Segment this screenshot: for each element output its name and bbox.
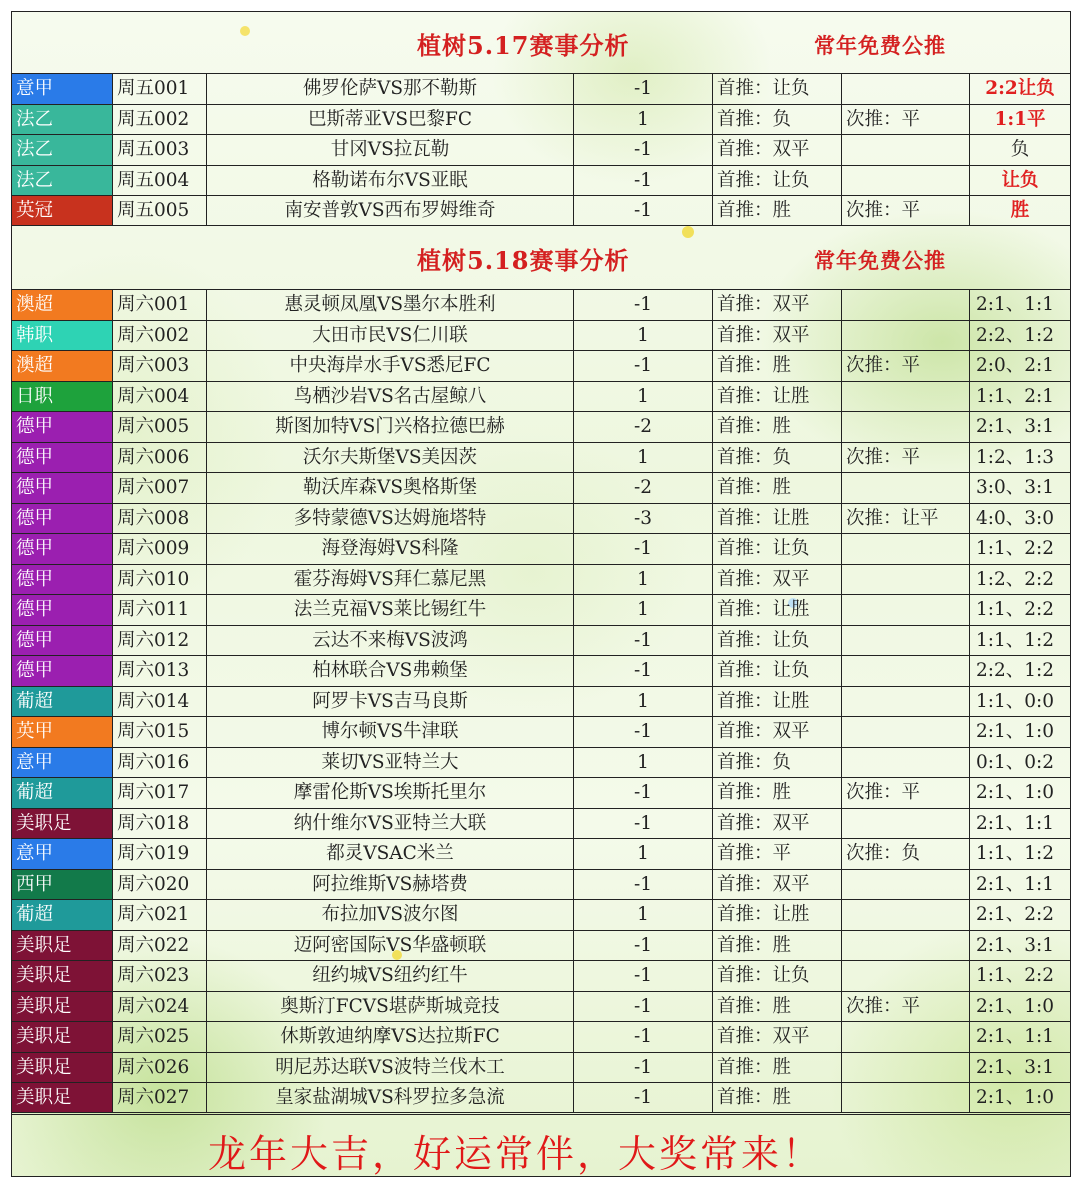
second-pick-cell bbox=[842, 656, 970, 686]
section1-subtitle: 常年免费公推 bbox=[814, 33, 946, 58]
score-cell: 2:1、3:1 bbox=[976, 1056, 1055, 1078]
match-id-cell: 周六017 bbox=[113, 778, 207, 808]
table-row bbox=[12, 930, 1070, 961]
handicap-cell: -1 bbox=[574, 961, 713, 991]
table-row bbox=[12, 320, 1070, 351]
league-cell: 葡超 bbox=[12, 687, 113, 717]
score-cell: 1:1、1:2 bbox=[976, 843, 1055, 864]
first-pick-cell: 首推：胜 bbox=[713, 992, 842, 1022]
handicap-cell: 1 bbox=[574, 748, 713, 778]
first-pick-cell: 首推：让负 bbox=[713, 626, 842, 656]
match-cell: 柏林联合VS弗赖堡 bbox=[207, 656, 574, 686]
handicap-cell: 1 bbox=[574, 687, 713, 717]
handicap-cell: -1 bbox=[574, 1083, 713, 1112]
match-id-cell: 周六022 bbox=[113, 931, 207, 961]
handicap-cell: -1 bbox=[574, 870, 713, 900]
league-cell: 英冠 bbox=[12, 196, 113, 225]
first-pick-cell: 首推：让胜 bbox=[713, 595, 842, 625]
table-row bbox=[12, 899, 1070, 930]
handicap-cell: 1 bbox=[574, 321, 713, 351]
handicap-cell: -1 bbox=[574, 1022, 713, 1052]
second-pick-cell: 次推：平 bbox=[842, 443, 970, 473]
first-pick-cell: 首推：胜 bbox=[713, 1053, 842, 1083]
league-cell: 英甲 bbox=[12, 717, 113, 747]
score-cell: 2:2让负 bbox=[985, 78, 1055, 99]
first-pick-cell: 首推：双平 bbox=[713, 1022, 842, 1052]
second-pick-cell bbox=[842, 534, 970, 564]
score-cell: 2:1、1:1 bbox=[976, 873, 1055, 895]
first-pick-cell: 首推：胜 bbox=[713, 196, 842, 225]
second-pick-cell bbox=[842, 809, 970, 839]
handicap-cell: 1 bbox=[574, 443, 713, 473]
score-cell: 2:1、3:1 bbox=[976, 416, 1055, 437]
section2-subtitle: 常年免费公推 bbox=[814, 248, 946, 273]
match-cell: 布拉加VS波尔图 bbox=[207, 900, 574, 930]
table-row bbox=[12, 73, 1070, 104]
second-pick-cell: 次推：平 bbox=[842, 196, 970, 225]
handicap-cell: -1 bbox=[574, 656, 713, 686]
match-id-cell: 周六023 bbox=[113, 961, 207, 991]
match-cell: 纽约城VS纽约红牛 bbox=[207, 961, 574, 991]
match-cell: 斯图加特VS门兴格拉德巴赫 bbox=[207, 412, 574, 442]
second-pick-cell bbox=[842, 74, 970, 104]
first-pick-cell: 首推：胜 bbox=[713, 931, 842, 961]
first-pick-cell: 首推：胜 bbox=[713, 412, 842, 442]
league-cell: 意甲 bbox=[12, 839, 113, 869]
first-pick-cell: 首推：让负 bbox=[713, 656, 842, 686]
second-pick-cell bbox=[842, 473, 970, 503]
handicap-cell: -1 bbox=[574, 74, 713, 104]
score-cell: 2:2、1:2 bbox=[976, 660, 1055, 681]
second-pick-cell bbox=[842, 1053, 970, 1083]
table-row bbox=[12, 1052, 1070, 1083]
first-pick-cell: 首推：负 bbox=[713, 443, 842, 473]
handicap-cell: 1 bbox=[574, 565, 713, 595]
match-cell: 摩雷伦斯VS埃斯托里尔 bbox=[207, 778, 574, 808]
table-row bbox=[12, 838, 1070, 869]
match-cell: 南安普敦VS西布罗姆维奇 bbox=[207, 196, 574, 225]
match-cell: 阿罗卡VS吉马良斯 bbox=[207, 687, 574, 717]
first-pick-cell: 首推：让负 bbox=[713, 961, 842, 991]
second-pick-cell bbox=[842, 717, 970, 747]
first-pick-cell: 首推：负 bbox=[713, 105, 842, 135]
first-pick-cell: 首推：双平 bbox=[713, 565, 842, 595]
match-cell: 休斯敦迪纳摩VS达拉斯FC bbox=[207, 1022, 574, 1052]
league-cell: 美职足 bbox=[12, 1053, 113, 1083]
handicap-cell: 1 bbox=[574, 382, 713, 412]
second-pick-cell: 次推：平 bbox=[842, 778, 970, 808]
handicap-cell: -2 bbox=[574, 473, 713, 503]
table-row bbox=[12, 472, 1070, 503]
league-cell: 美职足 bbox=[12, 961, 113, 991]
second-pick-cell bbox=[842, 565, 970, 595]
league-cell: 德甲 bbox=[12, 595, 113, 625]
table-row bbox=[12, 381, 1070, 412]
score-cell: 1:2、1:3 bbox=[976, 446, 1055, 468]
score-cell: 0:1、0:2 bbox=[976, 751, 1055, 773]
match-id-cell: 周六012 bbox=[113, 626, 207, 656]
second-pick-cell bbox=[842, 870, 970, 900]
second-pick-cell bbox=[842, 1083, 970, 1112]
match-id-cell: 周五003 bbox=[113, 135, 207, 165]
handicap-cell: -1 bbox=[574, 931, 713, 961]
second-pick-cell bbox=[842, 290, 970, 320]
score-cell: 1:1平 bbox=[994, 108, 1046, 130]
match-id-cell: 周六006 bbox=[113, 443, 207, 473]
league-cell: 美职足 bbox=[12, 992, 113, 1022]
match-id-cell: 周六013 bbox=[113, 656, 207, 686]
match-id-cell: 周六021 bbox=[113, 900, 207, 930]
second-pick-cell: 次推：负 bbox=[842, 839, 970, 869]
table-row bbox=[12, 625, 1070, 656]
table-row bbox=[12, 564, 1070, 595]
score-cell: 2:1、1:0 bbox=[976, 782, 1055, 803]
score-cell: 1:2、2:2 bbox=[976, 568, 1055, 590]
second-pick-cell bbox=[842, 931, 970, 961]
first-pick-cell: 首推：让胜 bbox=[713, 687, 842, 717]
score-cell: 胜 bbox=[1010, 200, 1030, 221]
first-pick-cell: 首推：让负 bbox=[713, 166, 842, 196]
handicap-cell: 1 bbox=[574, 900, 713, 930]
table-row bbox=[12, 960, 1070, 991]
match-cell: 法兰克福VS莱比锡红牛 bbox=[207, 595, 574, 625]
match-id-cell: 周六009 bbox=[113, 534, 207, 564]
footer-banner bbox=[12, 1114, 1070, 1177]
first-pick-cell: 首推：胜 bbox=[713, 778, 842, 808]
second-pick-cell bbox=[842, 135, 970, 165]
score-cell: 4:0、3:0 bbox=[976, 507, 1055, 529]
match-cell: 甘冈VS拉瓦勒 bbox=[207, 135, 574, 165]
handicap-cell: -1 bbox=[574, 196, 713, 225]
first-pick-cell: 首推：双平 bbox=[713, 809, 842, 839]
first-pick-cell: 首推：让负 bbox=[713, 534, 842, 564]
score-cell: 2:1、1:1 bbox=[976, 812, 1055, 834]
match-cell: 皇家盐湖城VS科罗拉多急流 bbox=[207, 1083, 574, 1112]
match-id-cell: 周六019 bbox=[113, 839, 207, 869]
match-id-cell: 周六027 bbox=[113, 1083, 207, 1112]
handicap-cell: -1 bbox=[574, 778, 713, 808]
table-row bbox=[12, 165, 1070, 196]
match-cell: 都灵VSAC米兰 bbox=[207, 839, 574, 869]
league-cell: 韩职 bbox=[12, 321, 113, 351]
league-cell: 美职足 bbox=[12, 931, 113, 961]
score-cell: 负 bbox=[1010, 139, 1030, 160]
match-cell: 巴斯蒂亚VS巴黎FC bbox=[207, 105, 574, 135]
score-cell: 2:1、1:1 bbox=[976, 1026, 1055, 1047]
table-row bbox=[12, 503, 1070, 534]
handicap-cell: -1 bbox=[574, 135, 713, 165]
section1-title: 植树5.17赛事分析 bbox=[417, 31, 630, 60]
match-id-cell: 周五002 bbox=[113, 105, 207, 135]
match-id-cell: 周六003 bbox=[113, 351, 207, 381]
handicap-cell: -1 bbox=[574, 992, 713, 1022]
match-id-cell: 周六015 bbox=[113, 717, 207, 747]
league-cell: 德甲 bbox=[12, 565, 113, 595]
score-cell: 1:1、1:2 bbox=[976, 629, 1055, 651]
table-row bbox=[12, 104, 1070, 135]
second-pick-cell bbox=[842, 748, 970, 778]
match-id-cell: 周五005 bbox=[113, 196, 207, 225]
handicap-cell: -1 bbox=[574, 290, 713, 320]
match-id-cell: 周六020 bbox=[113, 870, 207, 900]
first-pick-cell: 首推：让胜 bbox=[713, 900, 842, 930]
first-pick-cell: 首推：让胜 bbox=[713, 382, 842, 412]
match-id-cell: 周六025 bbox=[113, 1022, 207, 1052]
second-pick-cell bbox=[842, 382, 970, 412]
match-cell: 博尔顿VS牛津联 bbox=[207, 717, 574, 747]
first-pick-cell: 首推：胜 bbox=[713, 473, 842, 503]
score-cell: 1:1、2:1 bbox=[976, 385, 1055, 407]
table-row bbox=[12, 808, 1070, 839]
league-cell: 德甲 bbox=[12, 626, 113, 656]
second-pick-cell bbox=[842, 626, 970, 656]
section2-title: 植树5.18赛事分析 bbox=[417, 246, 630, 275]
score-cell: 2:1、1:0 bbox=[976, 721, 1055, 742]
table-row bbox=[12, 686, 1070, 717]
score-cell: 2:1、1:0 bbox=[976, 995, 1055, 1017]
league-cell: 美职足 bbox=[12, 809, 113, 839]
score-cell: 2:1、3:1 bbox=[976, 934, 1055, 956]
first-pick-cell: 首推：双平 bbox=[713, 870, 842, 900]
match-cell: 海登海姆VS科隆 bbox=[207, 534, 574, 564]
section1-table bbox=[12, 73, 1070, 226]
handicap-cell: -1 bbox=[574, 534, 713, 564]
second-pick-cell: 次推：平 bbox=[842, 351, 970, 381]
table-row bbox=[12, 655, 1070, 686]
table-row bbox=[12, 134, 1070, 165]
match-id-cell: 周五004 bbox=[113, 166, 207, 196]
first-pick-cell: 首推：负 bbox=[713, 748, 842, 778]
score-cell: 2:1、2:2 bbox=[976, 904, 1055, 925]
league-cell: 澳超 bbox=[12, 290, 113, 320]
first-pick-cell: 首推：双平 bbox=[713, 717, 842, 747]
second-pick-cell bbox=[842, 1022, 970, 1052]
second-pick-cell: 次推：平 bbox=[842, 105, 970, 135]
handicap-cell: 1 bbox=[574, 839, 713, 869]
first-pick-cell: 首推：让胜 bbox=[713, 504, 842, 534]
second-pick-cell bbox=[842, 595, 970, 625]
score-cell: 2:0、2:1 bbox=[976, 355, 1055, 376]
league-cell: 澳超 bbox=[12, 351, 113, 381]
league-cell: 法乙 bbox=[12, 135, 113, 165]
match-id-cell: 周六004 bbox=[113, 382, 207, 412]
second-pick-cell bbox=[842, 412, 970, 442]
first-pick-cell: 首推：让负 bbox=[713, 74, 842, 104]
match-cell: 迈阿密国际VS华盛顿联 bbox=[207, 931, 574, 961]
table-row bbox=[12, 991, 1070, 1022]
table-row bbox=[12, 411, 1070, 442]
first-pick-cell: 首推：双平 bbox=[713, 321, 842, 351]
league-cell: 美职足 bbox=[12, 1022, 113, 1052]
match-id-cell: 周六001 bbox=[113, 290, 207, 320]
table-row bbox=[12, 195, 1070, 226]
league-cell: 美职足 bbox=[12, 1083, 113, 1112]
table-row bbox=[12, 442, 1070, 473]
section2-table bbox=[12, 289, 1070, 1113]
score-cell: 1:1、2:2 bbox=[976, 599, 1055, 620]
first-pick-cell: 首推：双平 bbox=[713, 290, 842, 320]
handicap-cell: 1 bbox=[574, 595, 713, 625]
second-pick-cell bbox=[842, 961, 970, 991]
match-id-cell: 周五001 bbox=[113, 74, 207, 104]
league-cell: 德甲 bbox=[12, 443, 113, 473]
table-row bbox=[12, 1082, 1070, 1113]
table-row bbox=[12, 1021, 1070, 1052]
handicap-cell: -1 bbox=[574, 809, 713, 839]
match-cell: 纳什维尔VS亚特兰大联 bbox=[207, 809, 574, 839]
league-cell: 意甲 bbox=[12, 748, 113, 778]
table-row bbox=[12, 869, 1070, 900]
second-pick-cell: 次推：平 bbox=[842, 992, 970, 1022]
score-cell: 让负 bbox=[1001, 169, 1039, 191]
second-pick-cell bbox=[842, 900, 970, 930]
score-cell: 3:0、3:1 bbox=[976, 477, 1055, 498]
match-id-cell: 周六024 bbox=[113, 992, 207, 1022]
handicap-cell: -1 bbox=[574, 166, 713, 196]
second-pick-cell: 次推：让平 bbox=[842, 504, 970, 534]
handicap-cell: -2 bbox=[574, 412, 713, 442]
handicap-cell: -1 bbox=[574, 626, 713, 656]
score-cell: 2:1、1:1 bbox=[976, 294, 1055, 315]
match-id-cell: 周六018 bbox=[113, 809, 207, 839]
score-cell: 1:1、2:2 bbox=[976, 965, 1055, 986]
league-cell: 德甲 bbox=[12, 504, 113, 534]
second-pick-cell bbox=[842, 166, 970, 196]
match-id-cell: 周六002 bbox=[113, 321, 207, 351]
match-cell: 霍芬海姆VS拜仁慕尼黑 bbox=[207, 565, 574, 595]
match-cell: 勒沃库森VS奥格斯堡 bbox=[207, 473, 574, 503]
score-cell: 2:2、1:2 bbox=[976, 324, 1055, 346]
footer-slogan: 龙年大吉，好运常伴，大奖常来！ bbox=[208, 1132, 824, 1176]
match-id-cell: 周六014 bbox=[113, 687, 207, 717]
league-cell: 德甲 bbox=[12, 473, 113, 503]
match-cell: 大田市民VS仁川联 bbox=[207, 321, 574, 351]
league-cell: 日职 bbox=[12, 382, 113, 412]
second-pick-cell bbox=[842, 321, 970, 351]
league-cell: 德甲 bbox=[12, 534, 113, 564]
handicap-cell: -1 bbox=[574, 717, 713, 747]
match-cell: 莱切VS亚特兰大 bbox=[207, 748, 574, 778]
first-pick-cell: 首推：双平 bbox=[713, 135, 842, 165]
score-cell: 1:1、0:0 bbox=[976, 690, 1055, 712]
second-pick-cell bbox=[842, 687, 970, 717]
match-cell: 明尼苏达联VS波特兰伐木工 bbox=[207, 1053, 574, 1083]
match-cell: 沃尔夫斯堡VS美因茨 bbox=[207, 443, 574, 473]
match-cell: 鸟栖沙岩VS名古屋鲸八 bbox=[207, 382, 574, 412]
league-cell: 法乙 bbox=[12, 166, 113, 196]
match-id-cell: 周六008 bbox=[113, 504, 207, 534]
handicap-cell: -3 bbox=[574, 504, 713, 534]
match-cell: 云达不来梅VS波鸿 bbox=[207, 626, 574, 656]
league-cell: 法乙 bbox=[12, 105, 113, 135]
match-cell: 佛罗伦萨VS那不勒斯 bbox=[207, 74, 574, 104]
match-cell: 奥斯汀FCVS堪萨斯城竞技 bbox=[207, 992, 574, 1022]
section2-header bbox=[12, 227, 1070, 288]
score-cell: 2:1、1:0 bbox=[976, 1087, 1055, 1108]
handicap-cell: -1 bbox=[574, 351, 713, 381]
table-row bbox=[12, 289, 1070, 320]
table-row bbox=[12, 716, 1070, 747]
table-row bbox=[12, 777, 1070, 808]
league-cell: 葡超 bbox=[12, 778, 113, 808]
league-cell: 德甲 bbox=[12, 412, 113, 442]
table-row bbox=[12, 747, 1070, 778]
analysis-sheet bbox=[11, 11, 1071, 1177]
first-pick-cell: 首推：胜 bbox=[713, 1083, 842, 1112]
league-cell: 葡超 bbox=[12, 900, 113, 930]
score-cell: 1:1、2:2 bbox=[976, 538, 1055, 559]
match-id-cell: 周六011 bbox=[113, 595, 207, 625]
section1-header bbox=[12, 12, 1070, 73]
match-cell: 多特蒙德VS达姆施塔特 bbox=[207, 504, 574, 534]
handicap-cell: 1 bbox=[574, 105, 713, 135]
league-cell: 意甲 bbox=[12, 74, 113, 104]
league-cell: 德甲 bbox=[12, 656, 113, 686]
match-cell: 阿拉维斯VS赫塔费 bbox=[207, 870, 574, 900]
match-id-cell: 周六005 bbox=[113, 412, 207, 442]
first-pick-cell: 首推：胜 bbox=[713, 351, 842, 381]
match-id-cell: 周六026 bbox=[113, 1053, 207, 1083]
match-cell: 格勒诺布尔VS亚眠 bbox=[207, 166, 574, 196]
table-row bbox=[12, 350, 1070, 381]
first-pick-cell: 首推：平 bbox=[713, 839, 842, 869]
match-cell: 中央海岸水手VS悉尼FC bbox=[207, 351, 574, 381]
table-row bbox=[12, 594, 1070, 625]
handicap-cell: -1 bbox=[574, 1053, 713, 1083]
league-cell: 西甲 bbox=[12, 870, 113, 900]
match-id-cell: 周六010 bbox=[113, 565, 207, 595]
table-row bbox=[12, 533, 1070, 564]
match-id-cell: 周六007 bbox=[113, 473, 207, 503]
match-id-cell: 周六016 bbox=[113, 748, 207, 778]
match-cell: 惠灵顿凤凰VS墨尔本胜利 bbox=[207, 290, 574, 320]
